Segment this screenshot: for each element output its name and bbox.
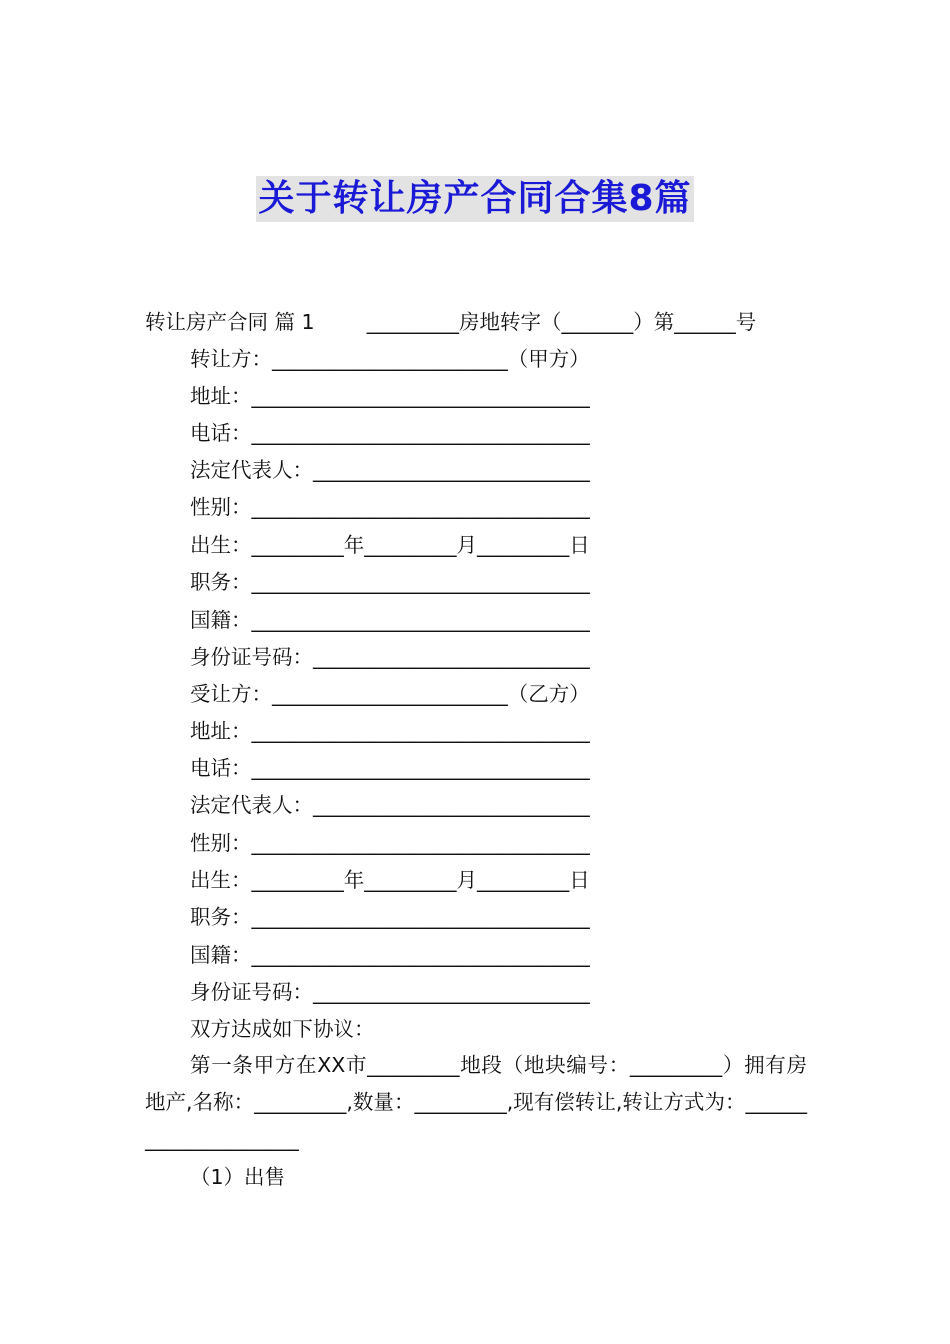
agreement-intro-line: 双方达成如下协议： [190,1017,375,1041]
transferee-nationality-line: 国籍：_________________________________ [190,943,590,967]
transferor-nationality-line: 国籍：_________________________________ [190,608,590,632]
transferee-gender-line: 性别：_________________________________ [190,831,590,855]
transferee-phone-line: 电话：_________________________________ [190,756,590,780]
transferee-address-line: 地址：_________________________________ [190,719,590,743]
transferor-legal-rep-line: 法定代表人：___________________________ [190,458,590,482]
transferor-gender-line: 性别：_________________________________ [190,495,590,519]
transferor-id-line: 身份证号码：___________________________ [190,645,590,669]
transferee-line: 受让方：_______________________（乙方） [190,682,590,706]
option-one-line: （1）出售 [190,1165,286,1189]
transferor-address-line: 地址：_________________________________ [190,384,590,408]
clause-one-paragraph: 第一条甲方在XX市_________地段（地块编号：_________）拥有房地产,名称：_________,数量：_________,现有偿转让,转让方式为：_____________________ [145,1053,807,1151]
title-container [0,176,950,222]
transferor-line: 转让方：_______________________（甲方） [190,347,590,371]
document-title: 关于转让房产合同合集8篇 [256,176,693,222]
transferee-birth-line: 出生：_________年_________月_________日 [190,868,590,892]
transferee-position-line: 职务：_________________________________ [190,905,590,929]
contract-header-line: 转让房产合同 篇 1 _________房地转字（_______）第______号 [145,310,757,334]
transferee-id-line: 身份证号码：___________________________ [190,980,590,1004]
transferor-birth-line: 出生：_________年_________月_________日 [190,533,590,557]
transferor-phone-line: 电话：_________________________________ [190,421,590,445]
transferor-position-line: 职务：_________________________________ [190,570,590,594]
transferee-legal-rep-line: 法定代表人：___________________________ [190,793,590,817]
